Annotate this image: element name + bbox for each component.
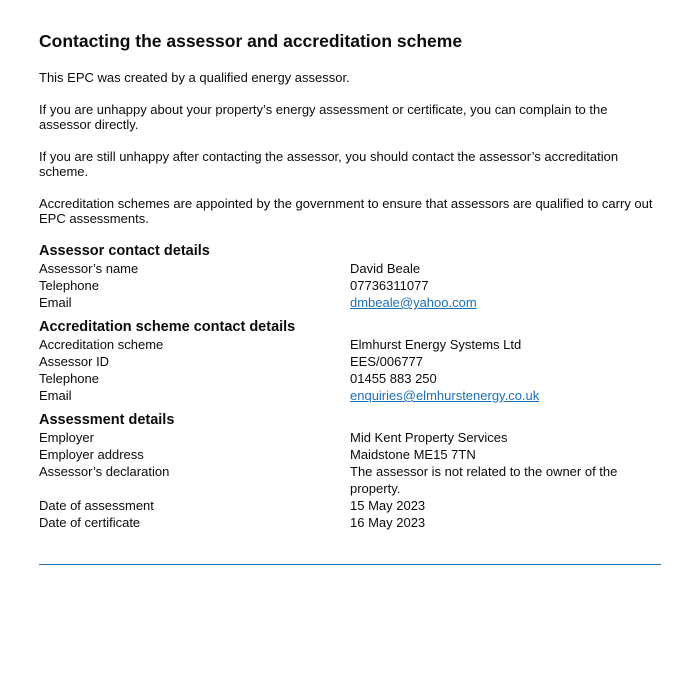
assessor-email-row — [39, 294, 661, 311]
date-of-assessment-row — [39, 497, 661, 514]
assessor-id-value: EES/006777 — [350, 354, 424, 369]
employer-label: Employer — [39, 430, 94, 445]
assessment-details-section — [39, 412, 661, 531]
date-of-assessment-value: 15 May 2023 — [350, 498, 426, 513]
assessor-phone-value: 07736311077 — [350, 278, 429, 293]
assessor-contact-section — [39, 243, 661, 311]
scheme-phone-value: 01455 883 250 — [350, 371, 437, 386]
employer-value: Mid Kent Property Services — [350, 430, 508, 445]
intro-paragraph: This EPC was created by a qualified energy assessor. — [39, 70, 350, 85]
escalate-paragraph: If you are still unhappy after contacting the assessor, you should contact the assessor’s accreditation scheme. — [39, 149, 619, 179]
scheme-name-row — [39, 336, 661, 353]
assessment-details-heading: Assessment details — [39, 412, 175, 428]
page-title: Contacting the assessor and accreditation scheme — [39, 31, 463, 51]
date-of-certificate-label: Date of certificate — [39, 515, 141, 530]
assessor-name-value: David Beale — [350, 261, 421, 276]
employer-address-value: Maidstone ME15 7TN — [350, 447, 476, 462]
section-divider — [39, 564, 661, 565]
scheme-email-label: Email — [39, 388, 72, 403]
scheme-contact-heading: Accreditation scheme contact details — [39, 319, 296, 335]
assessor-phone-row — [39, 277, 661, 294]
scheme-email-link[interactable]: enquiries@elmhurstenergy.co.uk — [350, 388, 540, 403]
assessor-id-row — [39, 353, 661, 370]
assessor-email-label: Email — [39, 295, 72, 310]
date-of-assessment-label: Date of assessment — [39, 498, 154, 513]
date-of-certificate-value: 16 May 2023 — [350, 515, 426, 530]
scheme-name-value: Elmhurst Energy Systems Ltd — [350, 337, 522, 352]
scheme-phone-label: Telephone — [39, 371, 99, 386]
assessor-phone-label: Telephone — [39, 278, 99, 293]
accreditation-paragraph: Accreditation schemes are appointed by the government to ensure that assessors are qualified to carry out EPC assessments. — [39, 196, 653, 226]
employer-address-row — [39, 446, 661, 463]
scheme-phone-row — [39, 370, 661, 387]
employer-row — [39, 429, 661, 446]
declaration-label: Assessor’s declaration — [39, 464, 170, 479]
scheme-email-row — [39, 387, 661, 404]
complain-paragraph: If you are unhappy about your property’s energy assessment or certificate, you can complain to the assessor directly. — [39, 102, 608, 132]
date-of-certificate-row — [39, 514, 661, 531]
declaration-value: The assessor is not related to the owner of the property. — [350, 464, 618, 496]
employer-address-label: Employer address — [39, 447, 144, 462]
assessor-id-label: Assessor ID — [39, 354, 110, 369]
assessor-contact-heading: Assessor contact details — [39, 243, 210, 259]
assessor-name-label: Assessor’s name — [39, 261, 139, 276]
contact-page — [39, 30, 661, 539]
assessor-name-row — [39, 260, 661, 277]
declaration-row — [39, 463, 661, 497]
scheme-contact-section — [39, 319, 661, 404]
assessor-email-link[interactable]: dmbeale@yahoo.com — [350, 295, 477, 310]
scheme-name-label: Accreditation scheme — [39, 337, 164, 352]
